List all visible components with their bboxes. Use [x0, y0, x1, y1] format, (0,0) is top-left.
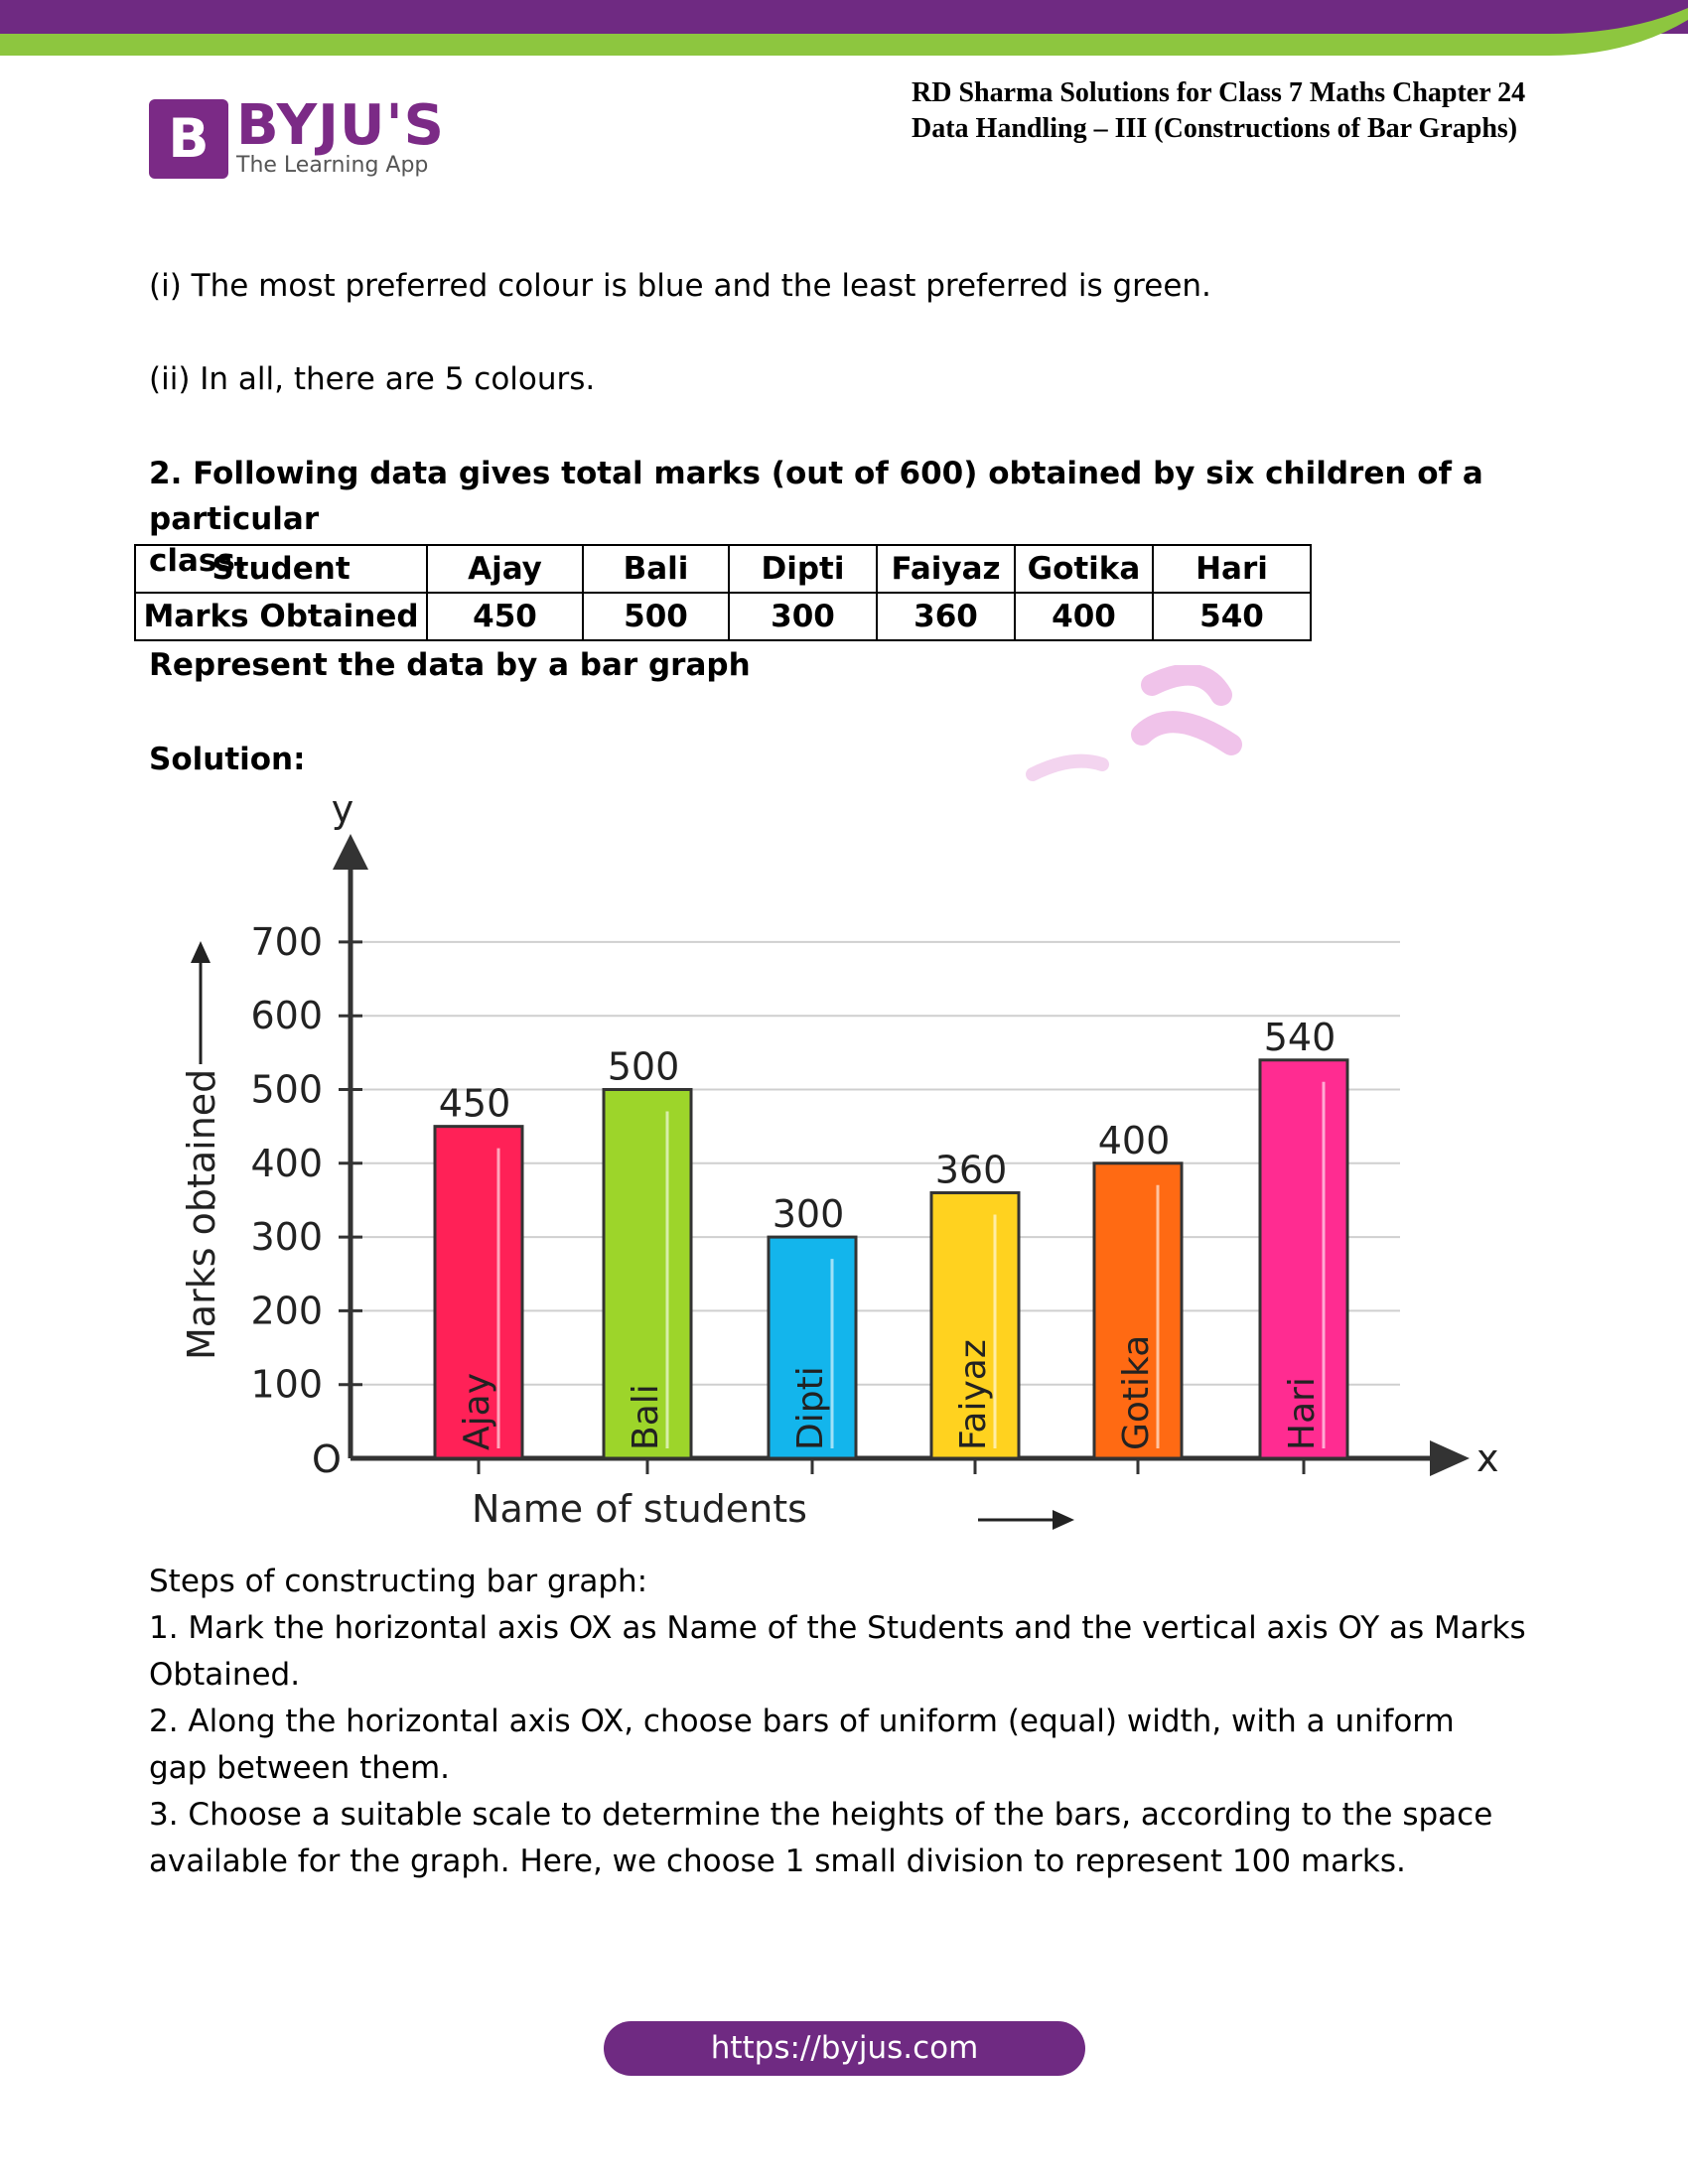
origin-label: O: [312, 1437, 342, 1481]
y-axis-title: Marks obtained: [180, 1068, 223, 1360]
table-cell: Ajay: [427, 545, 583, 593]
table-cell: 500: [583, 593, 729, 640]
bar-category-label: Ajay: [457, 1373, 497, 1450]
x-axis-arrowhead: [1430, 1440, 1470, 1476]
x-axis-letter: x: [1477, 1436, 1499, 1480]
solution-label: Solution:: [149, 742, 306, 777]
table-cell: Gotika: [1015, 545, 1153, 593]
question-text-line2: class.: [149, 543, 247, 579]
table-row: [135, 545, 1311, 593]
table-cell: 360: [877, 593, 1015, 640]
step-2-line1: 2. Along the horizontal axis OX, choose bars of uniform (equal) width, with a uniform: [149, 1704, 1455, 1739]
y-axis-title-arrowhead: [191, 941, 211, 963]
y-axis-letter: y: [331, 787, 354, 831]
y-tick-label: 200: [250, 1289, 323, 1333]
step-1-line2: Obtained.: [149, 1657, 301, 1693]
y-tick-label: 500: [250, 1067, 323, 1112]
bar-chart: [149, 774, 1519, 1549]
data-label: 300: [772, 1192, 845, 1237]
steps-heading: Steps of constructing bar graph:: [149, 1564, 648, 1599]
bar-category-label: Faiyaz: [953, 1339, 994, 1450]
step-1-line1: 1. Mark the horizontal axis OX as Name of the Students and the vertical axis OY as Marks: [149, 1610, 1526, 1646]
step-3-line2: available for the graph. Here, we choose 1 small division to represent 100 marks.: [149, 1843, 1406, 1879]
bar-category-label: Gotika: [1116, 1334, 1157, 1450]
table-cell: Faiyaz: [877, 545, 1015, 593]
table-cell: Dipti: [729, 545, 877, 593]
x-axis-title-arrowhead: [1053, 1510, 1074, 1530]
step-3-line1: 3. Choose a suitable scale to determine the heights of the bars, according to the space: [149, 1797, 1493, 1833]
question-instruction: Represent the data by a bar graph: [149, 647, 751, 683]
chapter-title: [912, 75, 1597, 147]
table-cell: Hari: [1153, 545, 1311, 593]
y-tick-label: 700: [250, 919, 323, 964]
question-text-line1: 2. Following data gives total marks (out of 600) obtained by six children of a particular: [149, 456, 1483, 537]
x-axis-title: Name of students: [472, 1487, 807, 1531]
table-cell: 400: [1015, 593, 1153, 640]
answer-line-1: (i) The most preferred colour is blue and the least preferred is green.: [149, 268, 1211, 304]
table-cell: 300: [729, 593, 877, 640]
y-tick-label: 600: [250, 994, 323, 1038]
data-label: 360: [934, 1148, 1008, 1192]
logo-mark: B: [149, 99, 228, 179]
step-2-line2: gap between them.: [149, 1750, 451, 1786]
y-tick-label: 100: [250, 1362, 323, 1407]
data-label: 500: [607, 1044, 680, 1089]
y-tick-label: 300: [250, 1215, 323, 1260]
bar-category-label: Bali: [626, 1384, 666, 1450]
top-color-band: [0, 0, 1688, 60]
bar-category-label: Hari: [1282, 1377, 1323, 1450]
answer-line-2: (ii) In all, there are 5 colours.: [149, 361, 596, 397]
chapter-title-line2: Data Handling – III (Constructions of Bar Graphs): [912, 113, 1518, 144]
table-cell: Bali: [583, 545, 729, 593]
chapter-title-line1: RD Sharma Solutions for Class 7 Maths Chapter 24: [912, 77, 1526, 108]
footer-url-link[interactable]: https://byjus.com: [604, 2021, 1085, 2076]
table-row: [135, 593, 1311, 640]
table-cell: 450: [427, 593, 583, 640]
y-tick-label: 400: [250, 1141, 323, 1185]
brand-tagline: The Learning App: [236, 153, 429, 178]
steps-section: [149, 1559, 1559, 1885]
data-label: 540: [1263, 1015, 1336, 1059]
table-cell: 540: [1153, 593, 1311, 640]
marks-table: [134, 544, 1312, 641]
data-label: 450: [438, 1081, 511, 1126]
table-row-header: Marks Obtained: [135, 593, 427, 640]
byjus-logo: [149, 95, 447, 185]
brand-name: BYJU'S: [236, 93, 445, 158]
table-row-header: Student: [135, 545, 427, 593]
y-axis-arrowhead: [333, 834, 368, 870]
bar-category-label: Dipti: [790, 1366, 831, 1450]
data-label: 400: [1097, 1118, 1171, 1162]
